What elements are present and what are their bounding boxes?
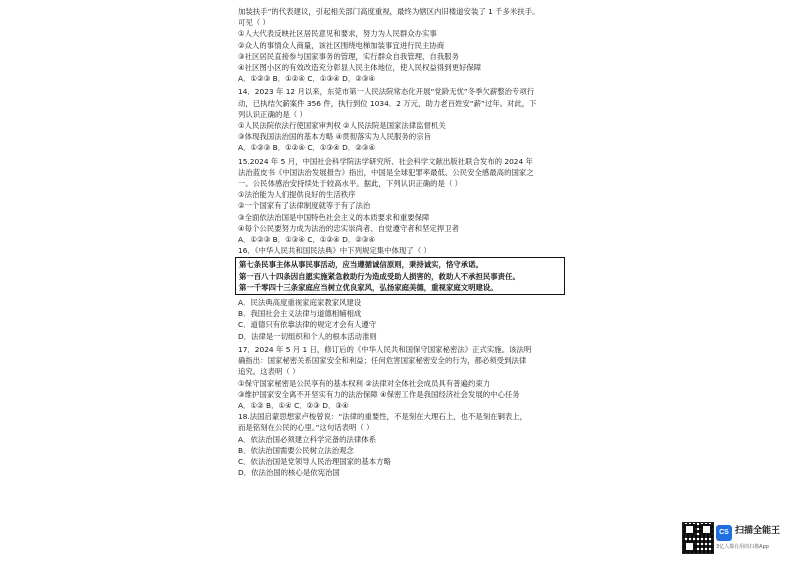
text-line: 追究。这表明（ ） [238, 367, 300, 377]
brand-name: 扫描全能王 [735, 526, 781, 536]
answer-options: A．①②③ B．①③④ C．①②④ D．②③④ [238, 235, 376, 245]
exam-page [238, 6, 554, 478]
law-excerpt-box [235, 257, 565, 295]
answer-option: C．道德只有依靠法律的规定才会有人遵守 [238, 320, 377, 330]
qr-code-icon [682, 522, 714, 554]
question-18 [238, 411, 554, 478]
question-stem: 18.法国启蒙思想家卢梭曾说：“法律的重要性，不是刻在大理石上，也不是刻在铜表上， [238, 412, 528, 422]
text-line: 可见（ ） [238, 18, 270, 28]
text-line: ③全面依法治国是中国特色社会主义的本质要求和重要保障 [238, 212, 430, 222]
question-17 [238, 344, 554, 411]
question-13-continued [238, 6, 554, 84]
answer-option: B．依法治国需要公民树立法治观念 [238, 445, 354, 455]
text-line: 法治蓝皮书《中国法治发展报告》指出，中国是全球犯罪率最低、公民安全感最高的国家之 [238, 167, 534, 177]
answer-option: C．依法治国是党领导人民治理国家的基本方略 [238, 456, 391, 466]
text-line: ④社区图小区的有效改造充分彰显人民主体地位，使人民权益得到更好保障 [238, 63, 482, 73]
text-line: ③体现我国法治国的基本方略 ④贯彻落实为人民服务的宗旨 [238, 132, 431, 142]
scanner-watermark [682, 522, 792, 556]
law-article: 第一千零四十三条家庭应当树立优良家风，弘扬家庭美德，重视家庭文明建设。 [239, 282, 498, 292]
text-line: 一。公民体感治安持续处于较高水平。据此，下列认识正确的是（ ） [238, 179, 463, 189]
text-line: ④每个公民要努力成为法治的忠实崇尚者、自觉遵守者和坚定捍卫者 [238, 223, 459, 233]
text-line: ①保守国家秘密是公民享有的基本权利 ②法律对全体社会成员具有普遍约束力 [238, 378, 491, 388]
question-14 [238, 86, 554, 153]
text-line: 而是铭刻在公民的心里。”这句话表明（ ） [238, 423, 374, 433]
text-line: ②众人的事情众人商量，该社区围绕电梯加装事宜进行民主协商 [238, 40, 445, 50]
text-line: ③社区居民直接参与国家事务的管理，实行群众自我管理、自我服务 [238, 51, 459, 61]
answer-option: D．法律是一切组织和个人的根本活动准则 [238, 331, 377, 341]
text-line: 列认识正确的是（ ） [238, 109, 307, 119]
law-article: 第一百八十四条因自愿实施紧急救助行为造成受助人损害的，救助人不承担民事责任。 [239, 271, 520, 281]
text-line: ①人民法院依法行使国家审判权 ②人民法院是国家法律监督机关 [238, 121, 446, 131]
answer-options: A．①②③ B．①②④ C．①③④ D．②③④ [238, 74, 376, 84]
text-line: ③维护国家安全离不开坚实有力的法治保障 ④保密工作是我国经济社会发展的中心任务 [238, 389, 520, 399]
question-stem: 15.2024 年 5 月，中国社会科学院法学研究所、社会科学文献出版社联合发布的 2024 年 [238, 156, 533, 166]
camscanner-logo-icon: CS [716, 525, 732, 541]
question-stem: 16．《中华人民共和国民法典》中下列规定集中体现了（ ） [238, 246, 431, 256]
answer-options: A．①②③ B．①②④ C．①③④ D．②③④ [238, 143, 376, 153]
text-line: 动，已执结欠薪案件 356 件，执行到位 1034．2 万元，助力老百姓安“薪”过年。对此，下 [238, 98, 537, 108]
law-article: 第七条民事主体从事民事活动，应当遵循诚信原则，秉持诚实，恪守承诺。 [239, 260, 483, 270]
question-stem: 14．2023 年 12 月以来，东莞市第一人民法院常态化开展“党龄无忧”冬季欠薪整治专项行 [238, 87, 535, 97]
text-line: ①人大代表反映社区居民意见和要求，努力为人民群众办实事 [238, 29, 437, 39]
text-line: ②一个国家有了法律制度就等于有了法治 [238, 201, 371, 211]
text-line: ①法治能为人们提供良好的生活秩序 [238, 190, 356, 200]
answer-options: A．①② B．①④ C．②③ D．③④ [238, 400, 349, 410]
question-16 [238, 245, 554, 342]
brand-tagline: 3亿人都在用的扫描App [716, 544, 769, 550]
text-line: 确指出：国家秘密关系国家安全和利益；任何危害国家秘密安全的行为，都必须受到法律 [238, 356, 527, 366]
answer-option: A．依法治国必须建立科学完备的法律体系 [238, 434, 377, 444]
text-line: 加装扶手”的代表建议，引起相关部门高度重视，最终为辖区内旧楼道安装了 1 千多米扶手。 [238, 7, 540, 16]
answer-option: D．依法治国的核心是依宪治国 [238, 468, 340, 478]
question-stem: 17．2024 年 5 月 1 日，修订后的《中华人民共和国保守国家秘密法》正式实施。该法明 [238, 344, 532, 354]
question-15 [238, 156, 554, 246]
answer-option: B．我国社会主义法律与道德相辅相成 [238, 309, 362, 319]
answer-option: A．民法典高度重视家庭家教家风建设 [238, 298, 362, 308]
